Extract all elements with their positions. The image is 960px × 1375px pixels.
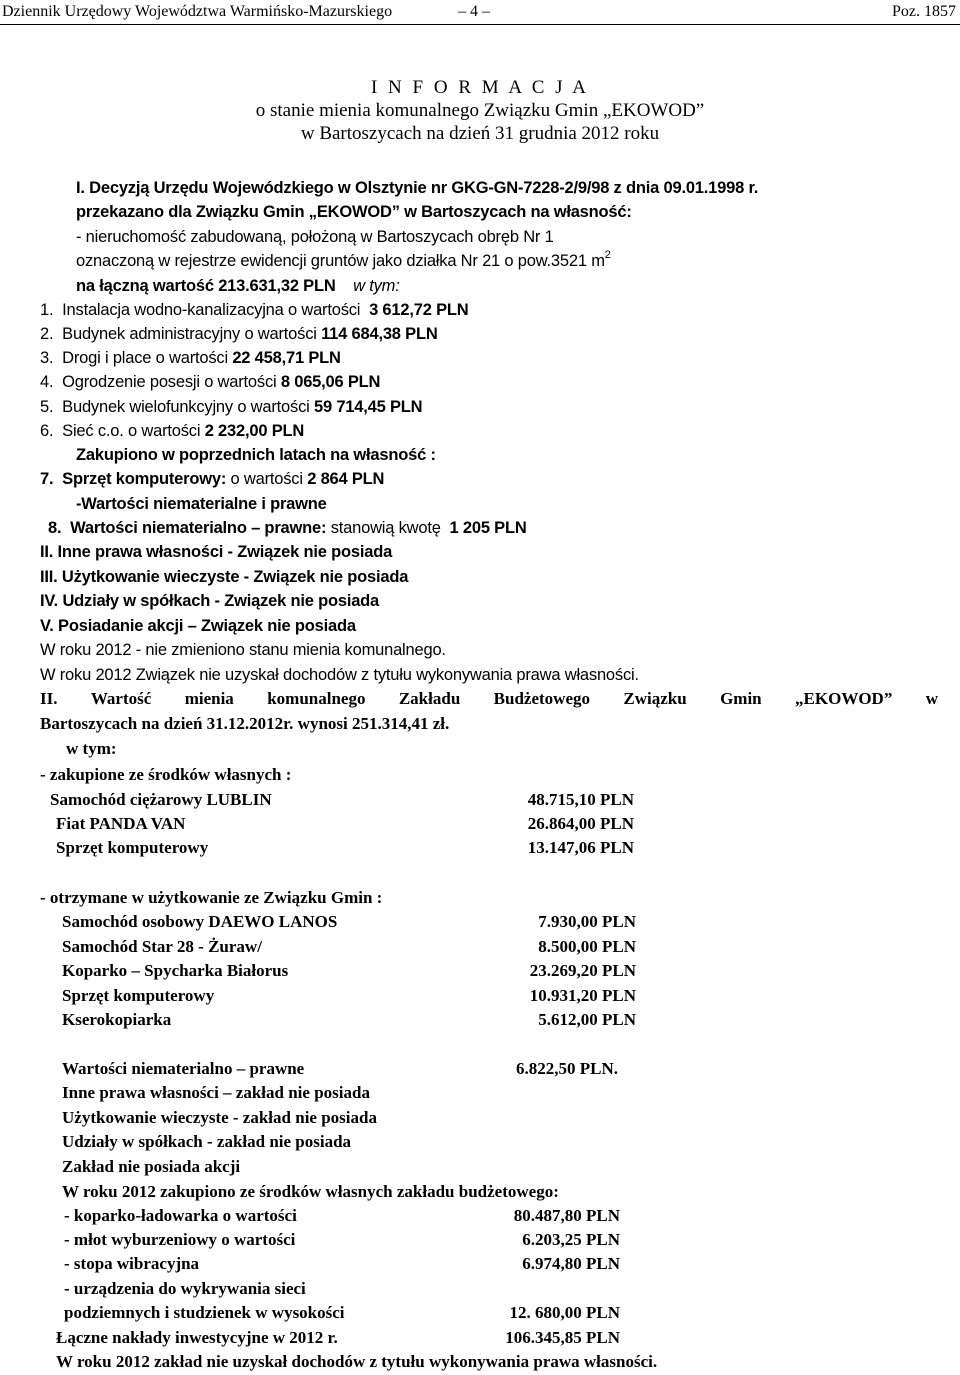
header-rule	[0, 24, 960, 25]
list-item-value: 13.147,06 PLN	[527, 838, 634, 857]
list-item-label: Koparko – Spycharka Białorus	[62, 961, 289, 980]
list-item-label: Samochód ciężarowy LUBLIN	[50, 790, 272, 809]
list-item-value: 7.930,00 PLN	[538, 912, 636, 931]
w-tym-label: w tym:	[66, 739, 117, 758]
position-number: Poz. 1857	[892, 3, 956, 20]
detection-line-1: - urządzenia do wykrywania sieci	[64, 1279, 306, 1298]
stocks-line: V. Posiadanie akcji – Związek nie posiada	[40, 617, 356, 635]
list-item: 2. Budynek administracyjny o wartości 114 684,38 PLN	[40, 325, 438, 343]
list-item: 3. Drogi i place o wartości 22 458,71 PLN	[40, 349, 341, 367]
shares-line: IV. Udziały w spółkach - Związek nie posiada	[40, 592, 380, 610]
list-item-label: - koparko-ładowarka o wartości	[64, 1206, 297, 1225]
list-item: 1. Instalacja wodno-kanalizacyjna o wartości 3 612,72 PLN	[40, 301, 469, 319]
list-item-label: Samochód Star 28 - Żuraw/	[62, 937, 262, 956]
section-1-line-3: - nieruchomość zabudowaną, położoną w Bartoszycach obręb Nr 1	[76, 228, 554, 246]
list-item: 8. Wartości niematerialno – prawne: stanowią kwotę 1 205 PLN	[48, 519, 527, 537]
list-item: 5. Budynek wielofunkcyjny o wartości 59 714,45 PLN	[40, 398, 423, 416]
list-item-value: 5.612,00 PLN	[538, 1010, 636, 1029]
list-item-label: Fiat PANDA VAN	[56, 814, 186, 833]
intangible-value: 6.822,50 PLN.	[516, 1059, 618, 1078]
section-1-line-4: oznaczoną w rejestrze ewidencji gruntów jako działka Nr 21 o pow.3521 $m^2$	[76, 248, 611, 270]
total-investment-value: 106.345,85 PLN	[505, 1328, 620, 1347]
list-item-value: 10.931,20 PLN	[529, 986, 636, 1005]
section-1-line-2: przekazano dla Związku Gmin „EKOWOD” w Bartoszycach na własność:	[76, 203, 632, 221]
final-note: W roku 2012 zakład nie uzyskał dochodów z tytułu wykonywania prawa własności.	[56, 1352, 658, 1371]
list-item-label: Kserokopiarka	[62, 1010, 172, 1029]
list-item-label: Sprzęt komputerowy	[62, 986, 215, 1005]
document-title	[0, 76, 960, 145]
title-main: I N F O R M A C J A	[370, 77, 590, 98]
detection-value: 12. 680,00 PLN	[509, 1303, 620, 1322]
list-item-label: - młot wyburzeniowy o wartości	[64, 1230, 296, 1249]
intangible-heading: -Wartości niematerialne i prawne	[76, 495, 327, 513]
journal-title: Dziennik Urzędowy Województwa Warmińsko-Mazurskiego	[2, 3, 393, 20]
page-number: – 4 –	[458, 3, 490, 20]
note-no-income: W roku 2012 Związek nie uzyskał dochodów z tytułu wykonywania prawa własności.	[40, 666, 639, 684]
other-rights-line: Inne prawa własności – zakład nie posiada	[62, 1083, 370, 1102]
note-no-change: W roku 2012 - nie zmieniono stanu mienia komunalnego.	[40, 641, 446, 659]
list-item-label: - stopa wibracyjna	[64, 1254, 200, 1273]
perpetual-usufruct-line: III. Użytkowanie wieczyste - Związek nie posiada	[40, 568, 409, 586]
purchases-2012-heading: W roku 2012 zakupiono ze środków własnych zakładu budżetowego:	[62, 1182, 559, 1201]
list-item: 7. Sprzęt komputerowy: o wartości 2 864 PLN	[40, 470, 385, 488]
stocks-line: Zakład nie posiada akcji	[62, 1157, 241, 1176]
intangible-label: Wartości niematerialno – prawne	[62, 1059, 305, 1078]
list-item: 6. Sieć c.o. o wartości 2 232,00 PLN	[40, 422, 305, 440]
section-2-heading: II. Wartość mienia komunalnego Zakładu Budżetowego Związku Gmin „EKOWOD” w	[40, 689, 938, 708]
purchased-heading: Zakupiono w poprzednich latach na własność :	[76, 446, 436, 464]
list-item-value: 6.203,25 PLN	[522, 1230, 620, 1249]
total-value-line: na łączną wartość 213.631,32 PLN w tym:	[76, 277, 400, 295]
perpetual-usufruct-line: Użytkowanie wieczyste - zakład nie posiada	[62, 1108, 377, 1127]
list-item: 4. Ogrodzenie posesji o wartości 8 065,06 PLN	[40, 373, 381, 391]
shares-line: Udziały w spółkach - zakład nie posiada	[62, 1132, 352, 1151]
list-item-value: 80.487,80 PLN	[513, 1206, 620, 1225]
other-rights-line: II. Inne prawa własności - Związek nie posiada	[40, 543, 393, 561]
detection-line-2: podziemnych i studzienek w wysokości	[64, 1303, 345, 1322]
title-line-3: w Bartoszycach na dzień 31 grudnia 2012 roku	[300, 123, 660, 144]
list-item-value: 48.715,10 PLN	[527, 790, 634, 809]
list-item-label: Sprzęt komputerowy	[56, 838, 209, 857]
list-item-label: Samochód osobowy DAEWO LANOS	[62, 912, 338, 931]
received-heading: - otrzymane w użytkowanie ze Związku Gmin :	[40, 888, 383, 907]
own-funds-heading: - zakupione ze środków własnych :	[40, 765, 292, 784]
list-item-value: 8.500,00 PLN	[538, 937, 636, 956]
title-line-2: o stanie mienia komunalnego Związku Gmin „EKOWOD”	[255, 100, 705, 121]
section-2-heading-line-2: Bartoszycach na dzień 31.12.2012r. wynosi 251.314,41 zł.	[40, 714, 450, 733]
page-header	[0, 0, 960, 24]
list-item-value: 23.269,20 PLN	[529, 961, 636, 980]
list-item-value: 6.974,80 PLN	[522, 1254, 620, 1273]
section-1-line-1: I. Decyzją Urzędu Wojewódzkiego w Olsztynie nr GKG-GN-7228-2/9/98 z dnia 09.01.1998 r.	[76, 179, 759, 197]
total-investment-label: Łączne nakłady inwestycyjne w 2012 r.	[56, 1328, 338, 1347]
list-item-value: 26.864,00 PLN	[527, 814, 634, 833]
